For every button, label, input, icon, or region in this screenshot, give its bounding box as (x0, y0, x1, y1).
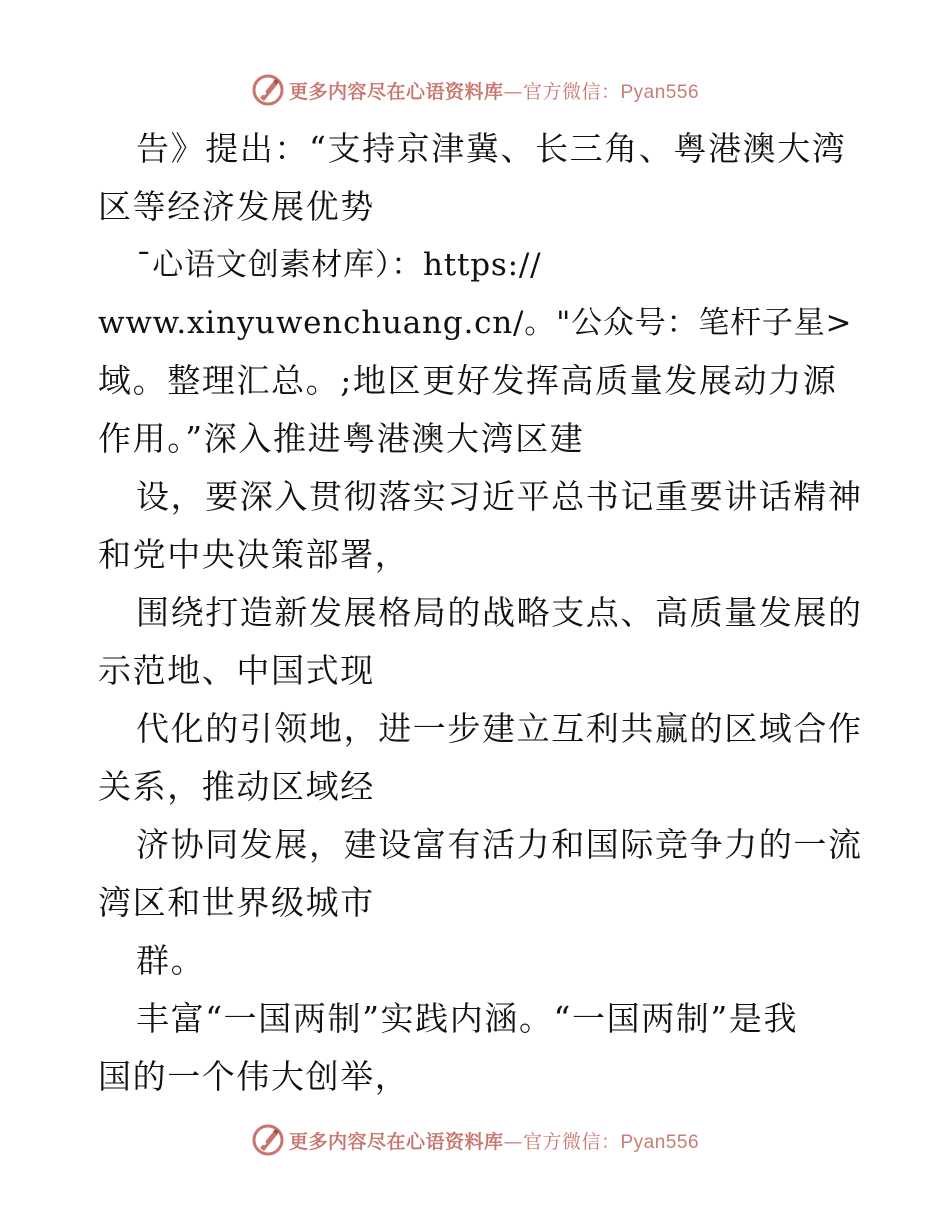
header-watermark-dash: — (503, 80, 523, 103)
body-line (98, 294, 858, 352)
body-line: 告》提出：“支持京津冀、长三角、粤港澳大湾 (136, 129, 847, 168)
body-line: 丰富“一国两制”实践内涵。“一国两制”是我 (136, 999, 799, 1038)
body-line-text: ¯心语文创素材库）：https:// (136, 247, 542, 283)
body-line: 湾区和世界级城市 (98, 883, 375, 922)
body-line: 代化的引领地，进一步建立互利共赢的区域合作 (136, 709, 863, 748)
pen-logo-icon (251, 1123, 285, 1157)
body-line: 济协同发展，建设富有活力和国际竞争力的一流 (136, 825, 863, 864)
header-watermark-sub: 官方微信： (522, 80, 621, 103)
header-watermark-id: Pyan556 (620, 81, 700, 103)
header-watermark-text (289, 77, 699, 104)
body-line: 国的一个伟大创举， (98, 1057, 410, 1096)
footer-watermark-main: 更多内容尽在心语资料库 (288, 1130, 504, 1153)
body-line: 作用。”深入推进粤港澳大湾区建 (98, 419, 585, 458)
body-line: 和党中央决策部署， (98, 535, 410, 574)
document-body (98, 120, 863, 1106)
header-watermark-main: 更多内容尽在心语资料库 (288, 80, 504, 103)
footer-watermark-id: Pyan556 (620, 1131, 700, 1153)
header-watermark-banner (0, 70, 950, 110)
body-line-text: www.xinyuwenchuang.cn/。"公众号：笔杆子星> (98, 305, 853, 341)
body-line: 群。 (136, 941, 206, 980)
body-line: 设，要深入贯彻落实习近平总书记重要讲话精神 (136, 477, 863, 516)
body-line: 区等经济发展优势 (98, 187, 375, 226)
body-line: 域。整理汇总。;地区更好发挥高质量发展动力源 (98, 361, 838, 400)
footer-watermark-text (289, 1127, 699, 1154)
body-line (98, 236, 858, 294)
footer-watermark-banner (0, 1120, 950, 1160)
pen-logo-icon (251, 73, 285, 107)
body-line: 围绕打造新发展格局的战略支点、高质量发展的 (136, 593, 863, 632)
footer-watermark-dash: — (503, 1130, 523, 1153)
body-line: 关系，推动区域经 (98, 767, 375, 806)
footer-watermark-sub: 官方微信： (522, 1130, 621, 1153)
body-line: 示范地、中国式现 (98, 651, 375, 690)
